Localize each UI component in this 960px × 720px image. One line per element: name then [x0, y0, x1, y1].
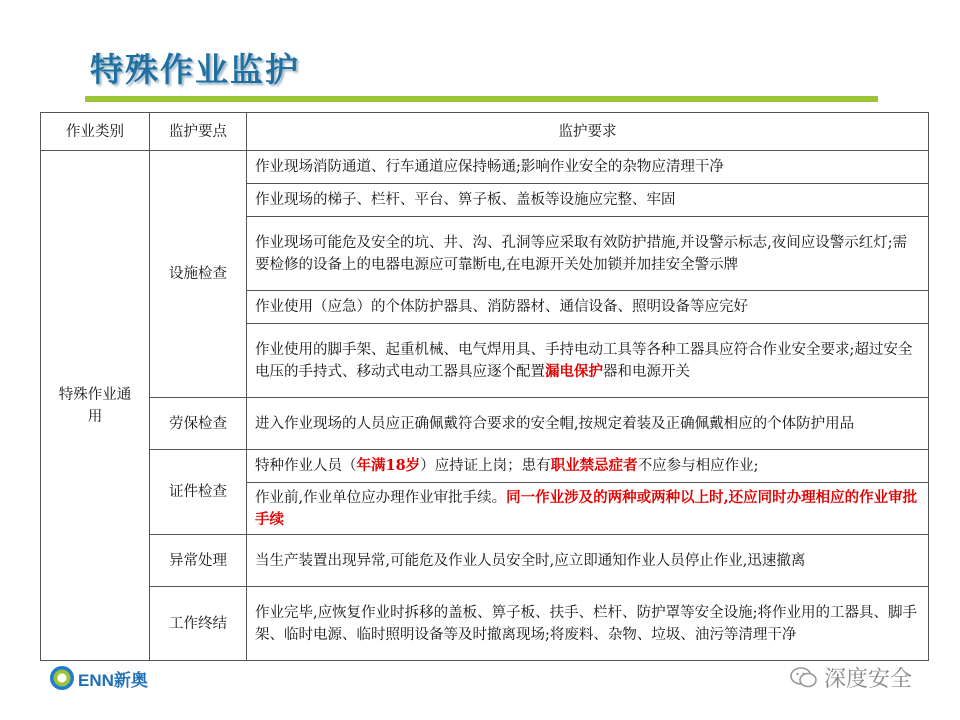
category-cell	[41, 151, 150, 661]
supervision-table	[40, 112, 929, 661]
requirement-cell	[247, 217, 929, 291]
requirement-text: 当生产装置出现异常,可能危及作业人员安全时,应立即通知作业人员停止作业,迅速撤离	[255, 552, 806, 569]
header-point: 监护要点	[150, 113, 247, 151]
enn-logo-icon	[50, 666, 74, 690]
highlight-text: 年满18岁	[356, 457, 421, 474]
table-row	[41, 587, 929, 661]
highlight-text: 漏电保护	[545, 362, 603, 380]
requirement-text: 作业现场可能危及安全的坑、井、沟、孔洞等应采取有效防护措施,并设警示标志,夜间应设警示红灯;需要检修的设备上的电器电源应可靠断电,在电源开关处加锁并加挂安全警示牌	[255, 234, 908, 273]
watermark-text: 深度安全	[824, 667, 913, 692]
requirement-text: 作业完毕,应恢复作业时拆移的盖板、箅子板、扶手、栏杆、防护罩等安全设施;将作业用的工器具、脚手架、临时电源、临时照明设备等及时撤离现场;将废料、杂物、垃圾、油污等清理干净	[255, 604, 917, 643]
wechat-icon	[790, 667, 818, 689]
requirement-text: 特种作业人员（	[255, 458, 357, 474]
requirement-text: 作业使用的脚手架、起重机械、电气焊用具、手持电动工具等各种工器具应符合作业安全要求;超过安全电压的手持式、移动式电动工器具应逐个配置	[255, 341, 913, 380]
highlight-text: 同一作业涉及的两种或两种以上时,还应同时办理相应的作业审批手续	[255, 488, 918, 528]
table-header-row	[41, 113, 929, 151]
requirement-cell	[247, 398, 929, 450]
requirement-cell	[247, 184, 929, 217]
enn-logo-text: ENN新奥	[78, 670, 148, 690]
requirement-cell	[247, 535, 929, 587]
highlight-text: 职业禁忌症者	[550, 457, 638, 474]
header-category: 作业类别	[41, 113, 150, 151]
point-anomaly-handling: 异常处理	[150, 535, 247, 587]
point-facility-check: 设施检查	[150, 151, 247, 398]
table-row	[41, 450, 929, 483]
requirement-text: 器和电源开关	[603, 363, 690, 380]
point-work-completion: 工作终结	[150, 587, 247, 661]
table-row	[41, 151, 929, 184]
requirement-text: 不应参与相应作业;	[637, 458, 759, 474]
point-certificate-check: 证件检查	[150, 450, 247, 535]
table-row	[41, 535, 929, 587]
requirement-cell	[247, 324, 929, 398]
requirement-text: 进入作业现场的人员应正确佩戴符合要求的安全帽,按规定着装及正确佩戴相应的个体防护用品	[255, 415, 855, 432]
requirement-text: 作业现场消防通道、行车通道应保持畅通;影响作业安全的杂物应清理干净	[255, 159, 724, 175]
requirement-cell	[247, 151, 929, 184]
table-row	[41, 398, 929, 450]
watermark	[790, 662, 912, 693]
page-title: 特殊作业监护	[90, 50, 300, 89]
requirement-text: 作业现场的梯子、栏杆、平台、箅子板、盖板等设施应完整、牢固	[255, 192, 676, 208]
category-label: 特殊作业通用	[58, 386, 132, 425]
enn-logo	[50, 664, 148, 692]
requirement-text: 作业使用（应急）的个体防护器具、消防器材、通信设备、照明设备等应完好	[255, 299, 748, 315]
title-underline	[85, 96, 878, 102]
requirement-cell	[247, 587, 929, 661]
requirement-cell	[247, 291, 929, 324]
point-ppe-check: 劳保检查	[150, 398, 247, 450]
header-requirement: 监护要求	[247, 113, 929, 151]
requirement-cell	[247, 483, 929, 535]
requirement-text: 作业前,作业单位应办理作业审批手续。	[255, 489, 507, 506]
requirement-text: ）应持证上岗；患有	[420, 458, 551, 474]
requirement-cell	[247, 450, 929, 483]
